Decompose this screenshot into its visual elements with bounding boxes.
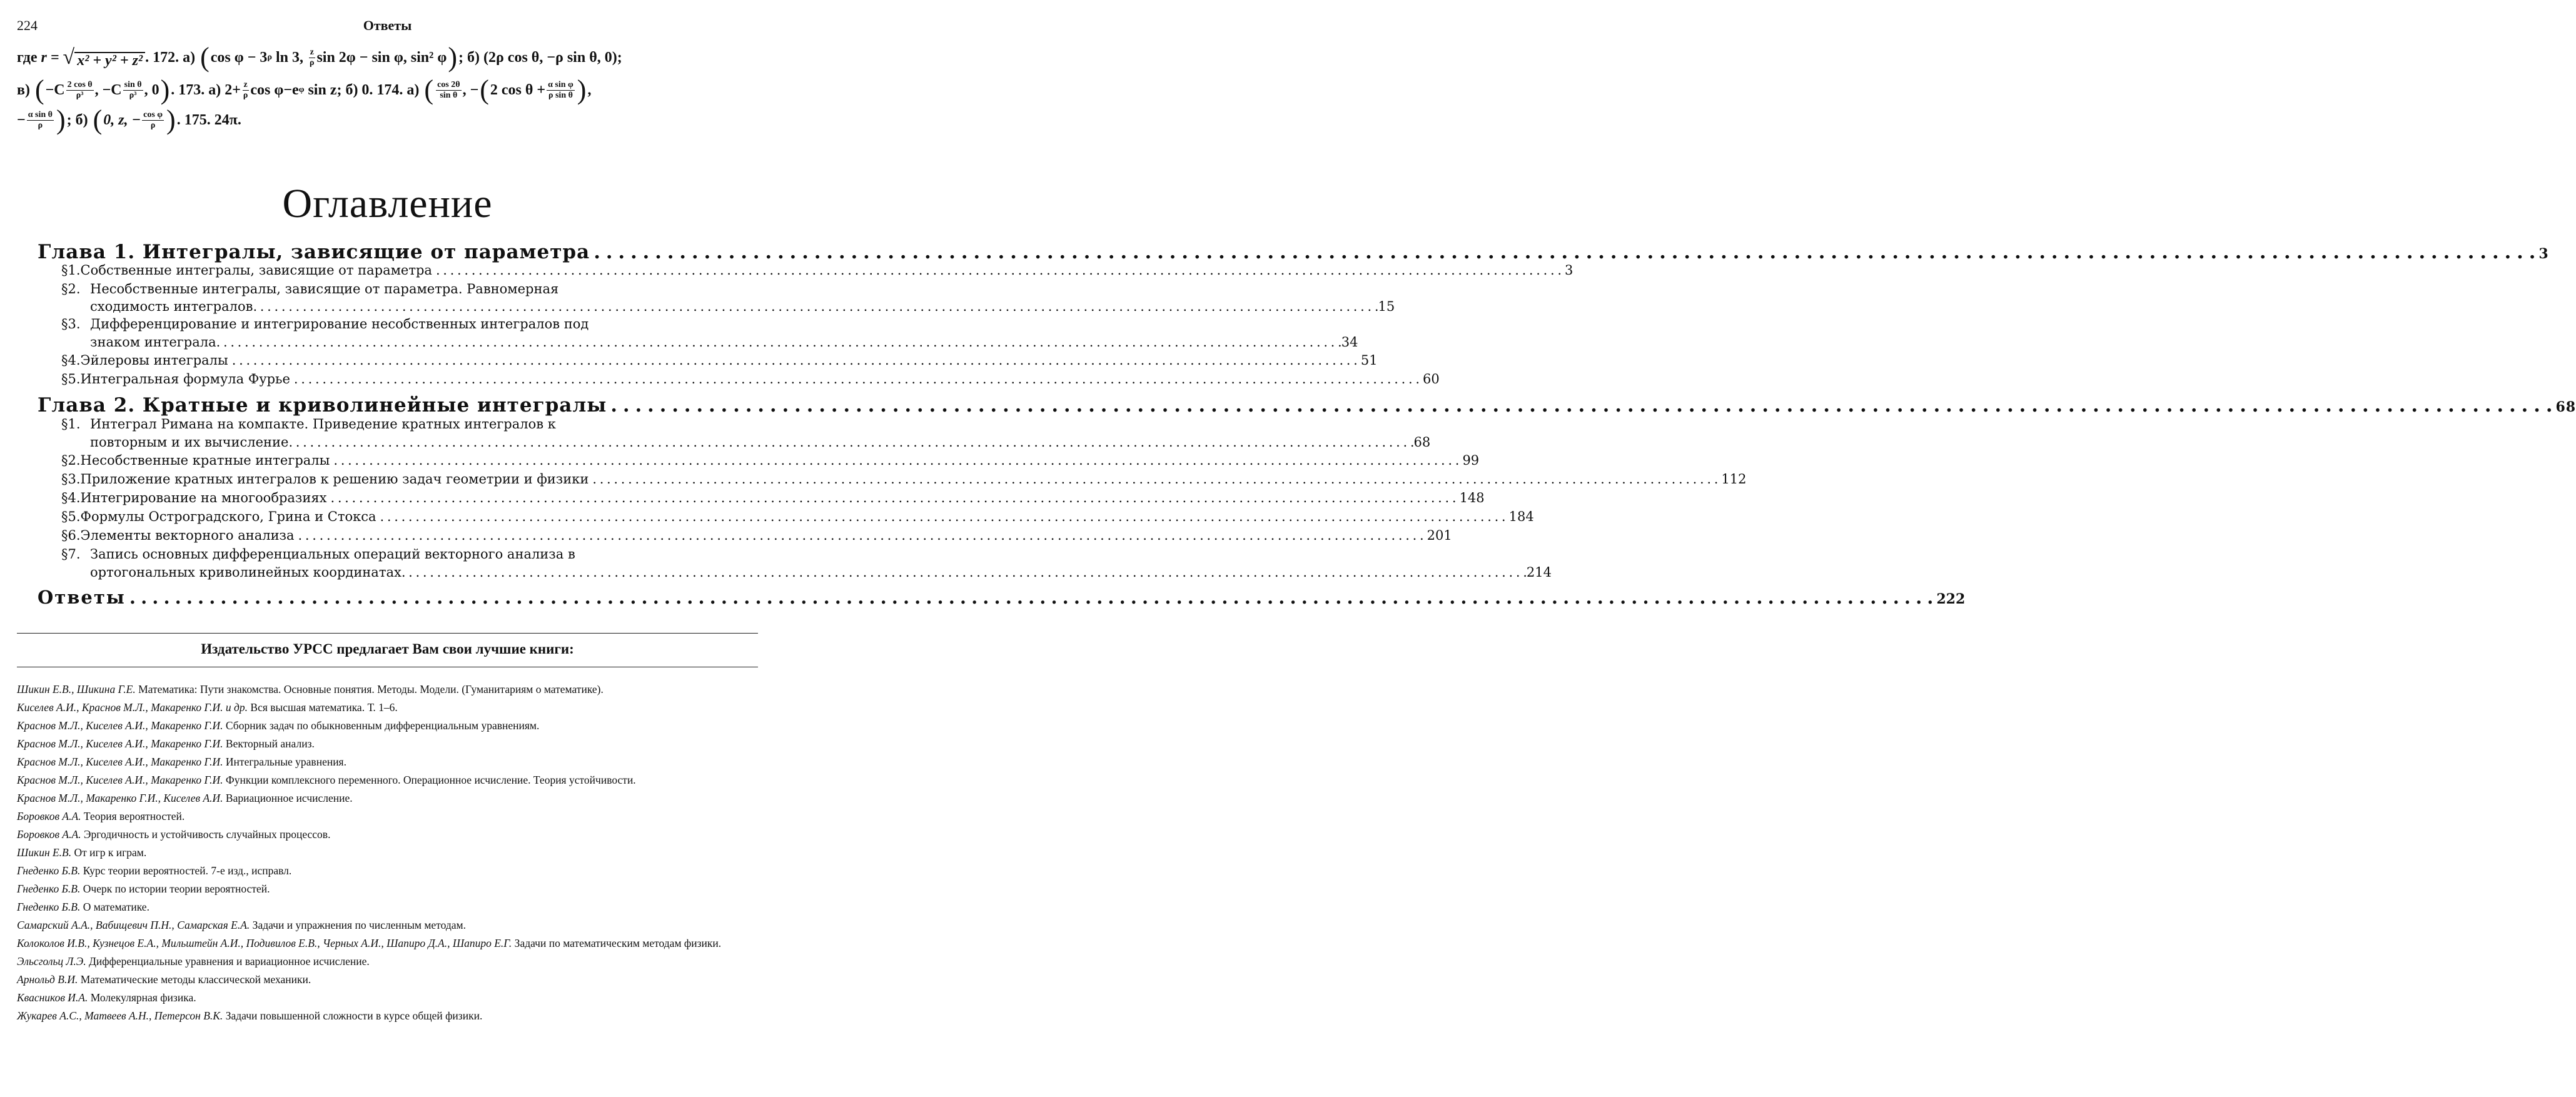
book-entry xyxy=(17,916,758,934)
book-authors: Краснов М.Л., Киселев А.И., Макаренко Г.И. xyxy=(17,774,223,786)
toc-section[interactable]: §3. Дифференцирование и интегрирование несобственных интегралов под xyxy=(61,316,589,331)
book-entry xyxy=(17,971,758,989)
page-ref: 34 xyxy=(1341,335,1358,350)
book-entry xyxy=(17,735,758,753)
toc-chapter-1[interactable]: Глава 1. Интегралы, зависящие от параметра . . . 3 xyxy=(38,241,757,263)
book-authors: Арнольд В.И. xyxy=(17,973,78,986)
book-authors: Шикин Е.В. xyxy=(17,846,72,859)
toc-section[interactable]: §6. Элементы векторного анализа . . . 201 xyxy=(61,528,757,543)
toc-section[interactable]: §2. Несобственные кратные интегралы . . . 99 xyxy=(61,453,757,468)
book-list xyxy=(17,680,758,1025)
toc-section[interactable]: §5. Формулы Остроградского, Грина и Стокса . . . 184 xyxy=(61,509,757,524)
book-authors: Гнеденко Б.В. xyxy=(17,882,81,895)
toc-section[interactable]: §2. Несобственные интегралы, зависящие от параметра. Равномерная xyxy=(61,281,559,296)
book-entry xyxy=(17,844,758,862)
book-authors: Самарский А.А., Вабищевич П.Н., Самарская Е.А. xyxy=(17,919,250,931)
book-entry xyxy=(17,862,758,880)
book-entry xyxy=(17,717,758,735)
toc-section[interactable]: §7. Запись основных дифференциальных операций векторного анализа в xyxy=(61,547,575,562)
fraction: $\frac{z}{\rho}$ xyxy=(243,80,248,100)
book-title: Задачи и упражнения по численным методам. xyxy=(252,919,466,931)
sqrt-expression: √ x² + y² + z² xyxy=(63,47,146,68)
book-entry xyxy=(17,807,758,826)
book-title: Дифференциальные уравнения и вариационное исчисление. xyxy=(89,955,370,968)
toc-section-continuation[interactable]: ортогональных криволинейных координатах . . . 214 xyxy=(90,565,757,580)
book-title: Курс теории вероятностей. 7-е изд., исправл. xyxy=(83,864,292,877)
book-entry xyxy=(17,934,758,953)
answer-line-1: где r = √ x² + y² + z² . 172. а) ( cos φ − 3 ρ ln 3, $\frac{z}{\rho}$ sin 2φ − sin φ, sin² φ ) ; б) (2ρ cos θ, −ρ sin θ, 0); xyxy=(17,42,622,73)
toc-section[interactable]: §4. Эйлеровы интегралы . . . 51 xyxy=(61,353,757,368)
fraction: $\frac{\cos 2\theta}{\text{sin θ}}$ xyxy=(437,80,460,100)
page-ref: 148 xyxy=(1459,490,1485,505)
book-entry xyxy=(17,789,758,807)
book-authors: Квасников И.А. xyxy=(17,991,88,1004)
book-entry xyxy=(17,699,758,717)
page-ref: 222 xyxy=(1936,591,1966,607)
book-title: О математике. xyxy=(83,901,149,913)
page-ref: 99 xyxy=(1462,453,1480,468)
book-authors: Эльсгольц Л.Э. xyxy=(17,955,86,968)
book-authors: Жукарев А.С., Матвеев А.Н., Петерсон В.К. xyxy=(17,1009,223,1022)
page-number: 224 xyxy=(17,18,38,33)
fraction: $\frac{\text{α sin θ}}{\rho}$ xyxy=(28,110,53,130)
toc-section-continuation[interactable]: повторным и их вычисление . . . 68 xyxy=(90,435,757,450)
toc-section[interactable]: §5. Интегральная формула Фурье . . . 60 xyxy=(61,372,757,387)
toc-section[interactable]: §1. Интеграл Римана на компакте. Приведение кратных интегралов к xyxy=(61,417,556,432)
book-entry xyxy=(17,680,758,699)
page-ref: 201 xyxy=(1427,528,1452,543)
toc-chapter-2[interactable]: Глава 2. Кратные и криволинейные интегралы . . . 68 xyxy=(38,394,757,417)
book-authors: Боровков А.А. xyxy=(17,810,81,822)
book-authors: Гнеденко Б.В. xyxy=(17,901,81,913)
book-entry xyxy=(17,953,758,971)
book-title: Вариационное исчисление. xyxy=(225,792,353,804)
page-ref: 214 xyxy=(1526,565,1552,580)
toc-section-continuation[interactable]: знаком интеграла . . . 34 xyxy=(90,335,757,350)
book-title: Векторный анализ. xyxy=(225,737,315,750)
book-authors: Шикин Е.В., Шикина Г.Е. xyxy=(17,683,136,695)
book-title: От игр к играм. xyxy=(74,846,147,859)
book-title: Задачи повышенной сложности в курсе общей физики. xyxy=(225,1009,483,1022)
toc-title: Оглавление xyxy=(282,181,493,226)
toc-section[interactable]: §4. Интегрирование на многообразиях . . . 148 xyxy=(61,490,757,505)
fraction: $\frac{\text{sin θ}}{\text{ρ³}}$ xyxy=(124,80,142,100)
page-ref: 60 xyxy=(1423,372,1440,387)
toc-section-continuation[interactable]: сходимость интегралов . . . 15 xyxy=(90,299,757,314)
book-title: Эргодичность и устойчивость случайных процессов. xyxy=(83,828,331,841)
publisher-heading: Издательство УРСС предлагает Вам свои лучшие книги: xyxy=(201,641,574,657)
divider xyxy=(17,633,758,634)
book-entry xyxy=(17,771,758,789)
book-title: Математические методы классической механики. xyxy=(80,973,311,986)
book-title: Сборник задач по обыкновенным дифференциальным уравнениям. xyxy=(225,719,540,732)
page-ref: 68 xyxy=(1413,435,1431,450)
page-ref: 51 xyxy=(1360,353,1378,368)
book-authors: Гнеденко Б.В. xyxy=(17,864,81,877)
fraction: $\frac{\text{2 cos θ}}{\text{ρ³}}$ xyxy=(67,80,93,100)
page-ref: 15 xyxy=(1378,299,1395,314)
page-ref: 68 xyxy=(2555,399,2576,415)
book-entry xyxy=(17,880,758,898)
book-title: Молекулярная физика. xyxy=(90,991,196,1004)
book-entry xyxy=(17,1007,758,1025)
page-ref: 184 xyxy=(1508,509,1534,524)
book-authors: Краснов М.Л., Киселев А.И., Макаренко Г.И. xyxy=(17,756,223,768)
book-authors: Краснов М.Л., Киселев А.И., Макаренко Г.И. xyxy=(17,719,223,732)
book-authors: Колоколов И.В., Кузнецов Е.А., Мильштейн А.И., Подивилов Е.В., Черных А.И., Шапиро Д.А., Шапиро Е.Г. xyxy=(17,937,512,949)
answer-line-2: в) ( −C $\frac{\text{2 cos θ}}{\text{ρ³}}$ , −C $\frac{\text{sin θ}}{\text{ρ³}}$ , 0 ) . 173. а) 2+ $\frac{z}{\rho}$ cos φ−e φ sin z; б) 0. 174. а) ( $\frac{\cos 2\theta}{\text{sin θ}}$ , − ( 2 cos θ + $\frac{\text{α sin φ}}{\text{ρ sin θ}}$ ) , xyxy=(17,74,592,105)
book-entry xyxy=(17,989,758,1007)
book-authors: Краснов М.Л., Киселев А.И., Макаренко Г.И. xyxy=(17,737,223,750)
toc-answers-entry[interactable]: Ответы . . . 222 xyxy=(38,587,757,608)
toc-section[interactable]: §3. Приложение кратных интегралов к решению задач геометрии и физики . . . 112 xyxy=(61,472,757,487)
page-ref: 3 xyxy=(2538,246,2549,262)
book-entry xyxy=(17,898,758,916)
toc-section[interactable]: §1. Собственные интегралы, зависящие от параметра . . . 3 xyxy=(61,263,757,278)
book-title: Задачи по математическим методам физики. xyxy=(514,937,722,949)
fraction: $\frac{z}{\rho}$ xyxy=(309,48,315,68)
running-title: Ответы xyxy=(363,18,412,33)
book-title: Очерк по истории теории вероятностей. xyxy=(83,882,270,895)
book-title: Интегральные уравнения. xyxy=(225,756,346,768)
book-authors: Краснов М.Л., Макаренко Г.И., Киселев А.И. xyxy=(17,792,223,804)
book-title: Теория вероятностей. xyxy=(83,810,185,822)
page-ref: 112 xyxy=(1721,472,1747,487)
book-authors: Боровков А.А. xyxy=(17,828,81,841)
page-ref: 3 xyxy=(1565,263,1573,278)
answer-line-3: − $\frac{\text{α sin θ}}{\rho}$ ) ; б) ( 0, z, − $\frac{\text{cos φ}}{\rho}$ ) . 175. 24π. xyxy=(17,104,241,135)
book-title: Функции комплексного переменного. Операционное исчисление. Теория устойчивости. xyxy=(225,774,636,786)
book-authors: Киселев А.И., Краснов М.Л., Макаренко Г.И. и др. xyxy=(17,701,248,714)
fraction: $\frac{\text{cos φ}}{\rho}$ xyxy=(143,110,163,130)
book-entry xyxy=(17,826,758,844)
book-title: Вся высшая математика. Т. 1–6. xyxy=(250,701,398,714)
book-entry xyxy=(17,753,758,771)
book-title: Математика: Пути знакомства. Основные понятия. Методы. Модели. (Гуманитариям о математике). xyxy=(138,683,604,695)
fraction: $\frac{\text{α sin φ}}{\text{ρ sin θ}}$ xyxy=(548,80,573,100)
